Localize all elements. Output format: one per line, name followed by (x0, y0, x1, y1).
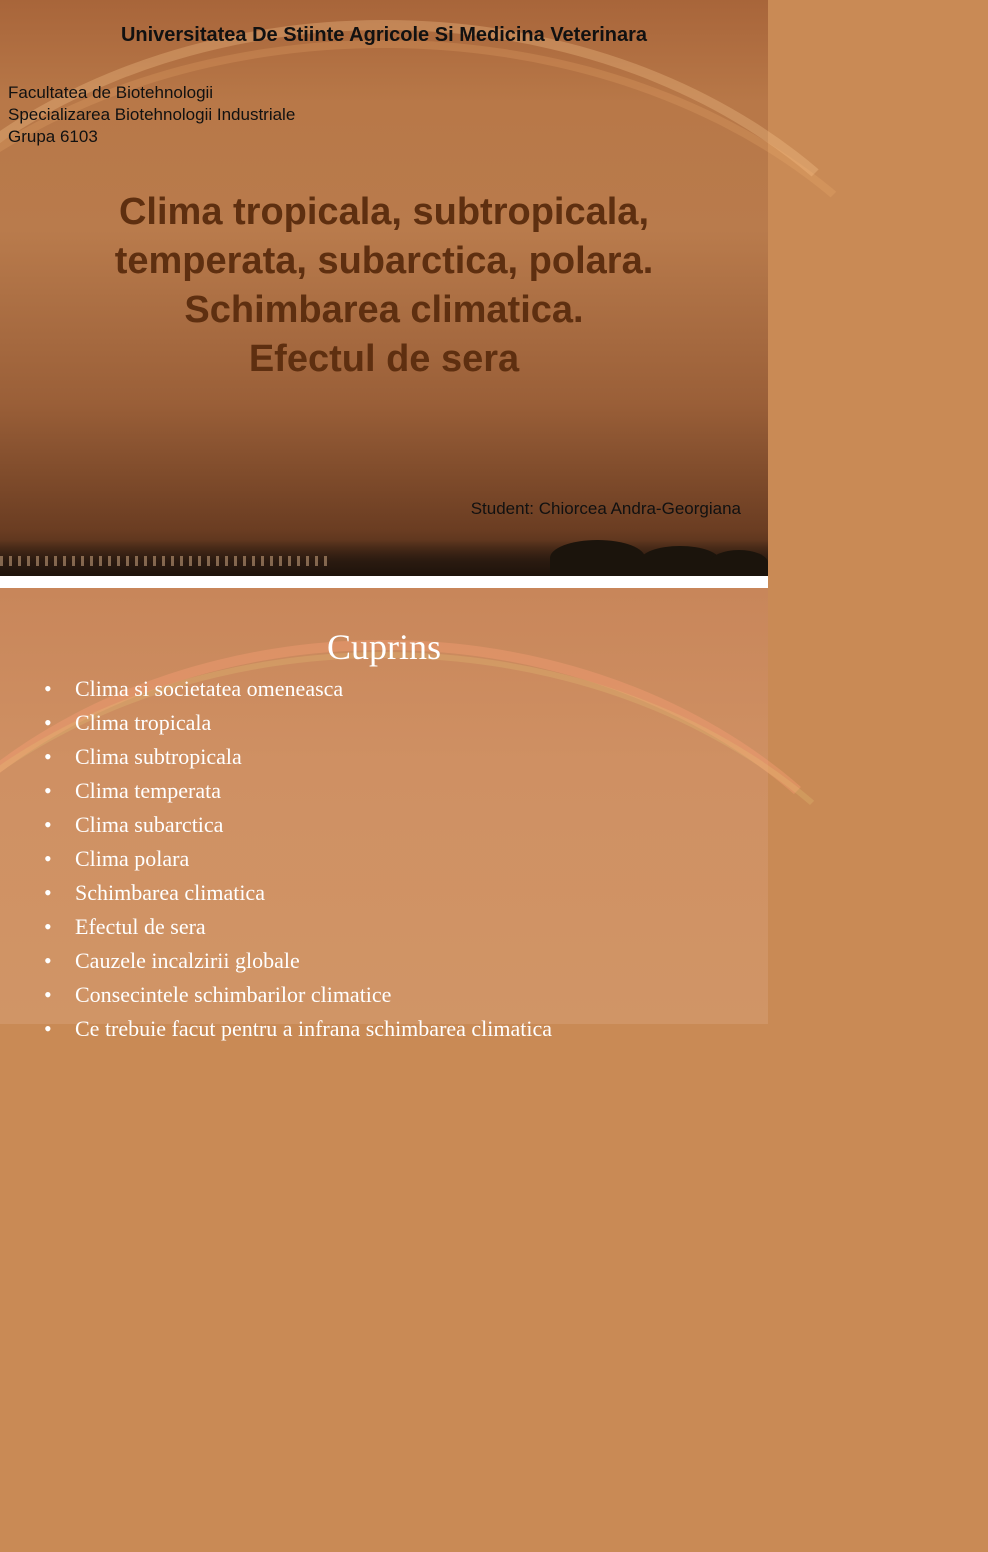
list-item-label: Clima tropicala (75, 710, 212, 735)
faculty-info (8, 82, 295, 148)
university-name: Universitatea De Stiinte Agricole Si Medicina Veterinara (120, 24, 648, 46)
list-item (44, 676, 552, 710)
list-item-label: Cauzele incalzirii globale (75, 948, 300, 973)
list-item (44, 982, 552, 1016)
list-item-label: Clima subarctica (75, 812, 224, 837)
bullet-icon: • (44, 948, 52, 973)
list-item (44, 710, 552, 744)
list-item-label: Schimbarea climatica (75, 880, 265, 905)
bullet-icon: • (44, 1016, 52, 1041)
title-line: temperata, subarctica, polara. (114, 240, 654, 282)
list-item (44, 880, 552, 914)
tree-silhouette (710, 550, 768, 576)
bullet-icon: • (44, 744, 52, 769)
title-slide (0, 0, 768, 576)
list-item-label: Efectul de sera (75, 914, 206, 939)
list-item-label: Clima polara (75, 846, 190, 871)
list-item-label: Clima subtropicala (75, 744, 242, 769)
list-item (44, 846, 552, 880)
title-line: Schimbarea climatica. (184, 289, 584, 331)
contents-list (44, 676, 552, 1050)
title-line: Efectul de sera (248, 338, 520, 380)
contents-title: Cuprins (326, 627, 441, 667)
list-item (44, 744, 552, 778)
presentation-title (0, 188, 768, 384)
bullet-icon: • (44, 710, 52, 735)
list-item-label: Ce trebuie facut pentru a infrana schimbarea climatica (75, 1016, 553, 1041)
faculty-line: Facultatea de Biotehnologii (8, 83, 214, 102)
list-item (44, 812, 552, 846)
list-item-label: Consecintele schimbarilor climatice (75, 982, 392, 1007)
student-name: Student: Chiorcea Andra-Georgiana (470, 499, 741, 518)
slide-separator (0, 576, 768, 588)
city-lights (0, 556, 330, 566)
list-item (44, 1016, 552, 1050)
bullet-icon: • (44, 982, 52, 1007)
tree-silhouette (550, 540, 645, 576)
list-item (44, 914, 552, 948)
list-item (44, 778, 552, 812)
list-item-label: Clima si societatea omeneasca (75, 676, 344, 701)
bullet-icon: • (44, 914, 52, 939)
specialization-line: Specializarea Biotehnologii Industriale (8, 105, 296, 124)
contents-slide (0, 588, 768, 1041)
list-item-label: Clima temperata (75, 778, 221, 803)
list-item (44, 948, 552, 982)
bullet-icon: • (44, 676, 52, 701)
bullet-icon: • (44, 812, 52, 837)
title-line: Clima tropicala, subtropicala, (118, 191, 650, 233)
bullet-icon: • (44, 880, 52, 905)
tree-silhouette (640, 546, 720, 576)
bullet-icon: • (44, 846, 52, 871)
bullet-icon: • (44, 778, 52, 803)
group-line: Grupa 6103 (8, 127, 98, 146)
